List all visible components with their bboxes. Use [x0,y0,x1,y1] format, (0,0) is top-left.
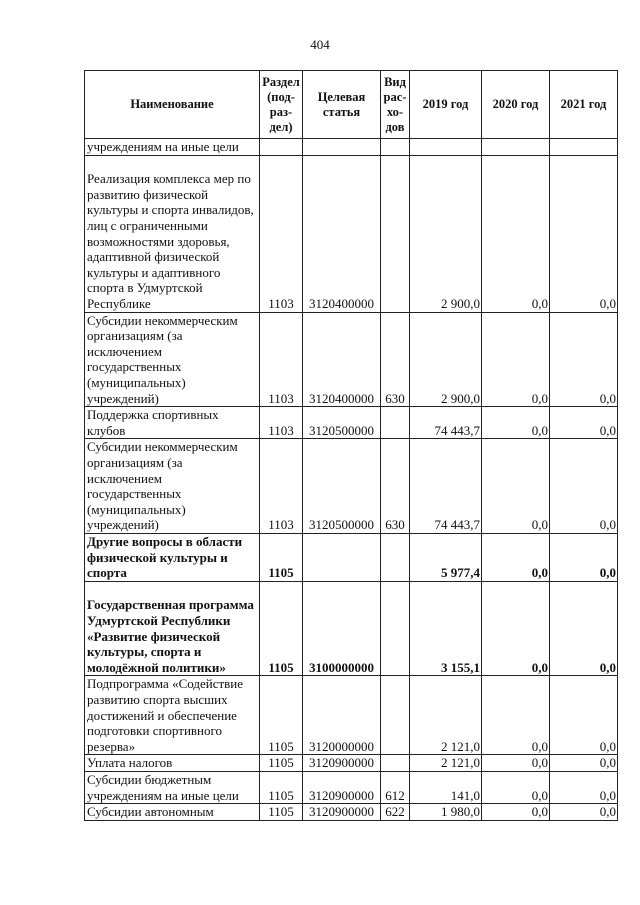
row-2019: 2 121,0 [410,755,482,772]
row-2020: 0,0 [482,439,550,534]
row-kind: 630 [381,312,410,407]
row-2019: 1 980,0 [410,804,482,821]
row-2021: 0,0 [550,804,618,821]
row-section: 1103 [260,407,303,439]
row-2021: 0,0 [550,439,618,534]
row-section: 1105 [260,771,303,803]
table-header-row [85,71,618,139]
row-2019: 74 443,7 [410,439,482,534]
row-target [303,139,381,156]
row-2021: 0,0 [550,407,618,439]
row-2019: 2 121,0 [410,676,482,755]
row-2021: 0,0 [550,676,618,755]
table-row [85,533,618,581]
row-target: 3120900000 [303,771,381,803]
row-target: 3120900000 [303,755,381,772]
row-2019: 5 977,4 [410,533,482,581]
row-name: Реализация комплекса мер по развитию физической культуры и спорта инвалидов, лиц с ограниченными возможностями здоровья, адаптивной физической культуры и адаптивного спорта в Удмуртской Республике [85,155,260,312]
row-section: 1105 [260,533,303,581]
table-row [85,771,618,803]
page-number: 404 [310,37,330,52]
row-target: 3120400000 [303,155,381,312]
row-2020: 0,0 [482,804,550,821]
row-2021 [550,139,618,156]
table-row [85,155,618,312]
row-section: 1105 [260,676,303,755]
row-2020: 0,0 [482,771,550,803]
row-kind [381,155,410,312]
row-2021: 0,0 [550,581,618,676]
row-name: Другие вопросы в области физической культуры и спорта [85,533,260,581]
row-name: учреждениям на иные цели [85,139,260,156]
table-row [85,439,618,534]
row-2020: 0,0 [482,533,550,581]
row-2020: 0,0 [482,755,550,772]
row-target: 3120000000 [303,676,381,755]
row-2021: 0,0 [550,533,618,581]
row-kind [381,139,410,156]
row-target: 3120500000 [303,407,381,439]
row-2019: 2 900,0 [410,155,482,312]
row-target: 3100000000 [303,581,381,676]
row-section [260,139,303,156]
row-2021: 0,0 [550,755,618,772]
row-2019 [410,139,482,156]
row-name: Уплата налогов [85,755,260,772]
row-2021: 0,0 [550,771,618,803]
row-target: 3120500000 [303,439,381,534]
row-2020: 0,0 [482,407,550,439]
table-row [85,407,618,439]
row-2020: 0,0 [482,676,550,755]
row-target: 3120400000 [303,312,381,407]
row-name: Поддержка спортивных клубов [85,407,260,439]
row-2019: 3 155,1 [410,581,482,676]
row-target [303,533,381,581]
row-2019: 141,0 [410,771,482,803]
table-row [85,804,618,821]
row-kind [381,407,410,439]
row-2021: 0,0 [550,155,618,312]
row-2020: 0,0 [482,312,550,407]
row-name: Субсидии некоммерческим организациям (за исключением государственных (муниципальных) учреждений) [85,312,260,407]
row-name: Государственная программа Удмуртской Республики «Развитие физической культуры, спорта и молодёжной политики» [85,581,260,676]
row-target: 3120900000 [303,804,381,821]
row-2021: 0,0 [550,312,618,407]
row-name: Субсидии бюджетным учреждениям на иные цели [85,771,260,803]
header-kind: Вид рас-хо-дов [381,71,410,139]
row-2020 [482,139,550,156]
row-name: Субсидии автономным [85,804,260,821]
row-2020: 0,0 [482,155,550,312]
row-kind: 630 [381,439,410,534]
header-2020: 2020 год [482,71,550,139]
row-section: 1103 [260,439,303,534]
table-row [85,676,618,755]
row-2019: 2 900,0 [410,312,482,407]
row-section: 1103 [260,312,303,407]
table-row [85,312,618,407]
row-kind: 622 [381,804,410,821]
row-section: 1103 [260,155,303,312]
row-kind: 612 [381,771,410,803]
row-2019: 74 443,7 [410,407,482,439]
row-name: Субсидии некоммерческим организациям (за исключением государственных (муниципальных) учреждений) [85,439,260,534]
row-kind [381,581,410,676]
row-kind [381,755,410,772]
row-kind [381,676,410,755]
row-section: 1105 [260,581,303,676]
row-2020: 0,0 [482,581,550,676]
header-2019: 2019 год [410,71,482,139]
header-2021: 2021 год [550,71,618,139]
header-name: Наименование [85,71,260,139]
header-target: Целевая статья [303,71,381,139]
budget-table [84,70,618,821]
header-section: Раздел (под-раз-дел) [260,71,303,139]
row-kind [381,533,410,581]
row-section: 1105 [260,755,303,772]
table-row [85,139,618,156]
row-name: Подпрограмма «Содействие развитию спорта высших достижений и обеспечение подготовки спортивного резерва» [85,676,260,755]
table-row [85,755,618,772]
row-section: 1105 [260,804,303,821]
table-row [85,581,618,676]
